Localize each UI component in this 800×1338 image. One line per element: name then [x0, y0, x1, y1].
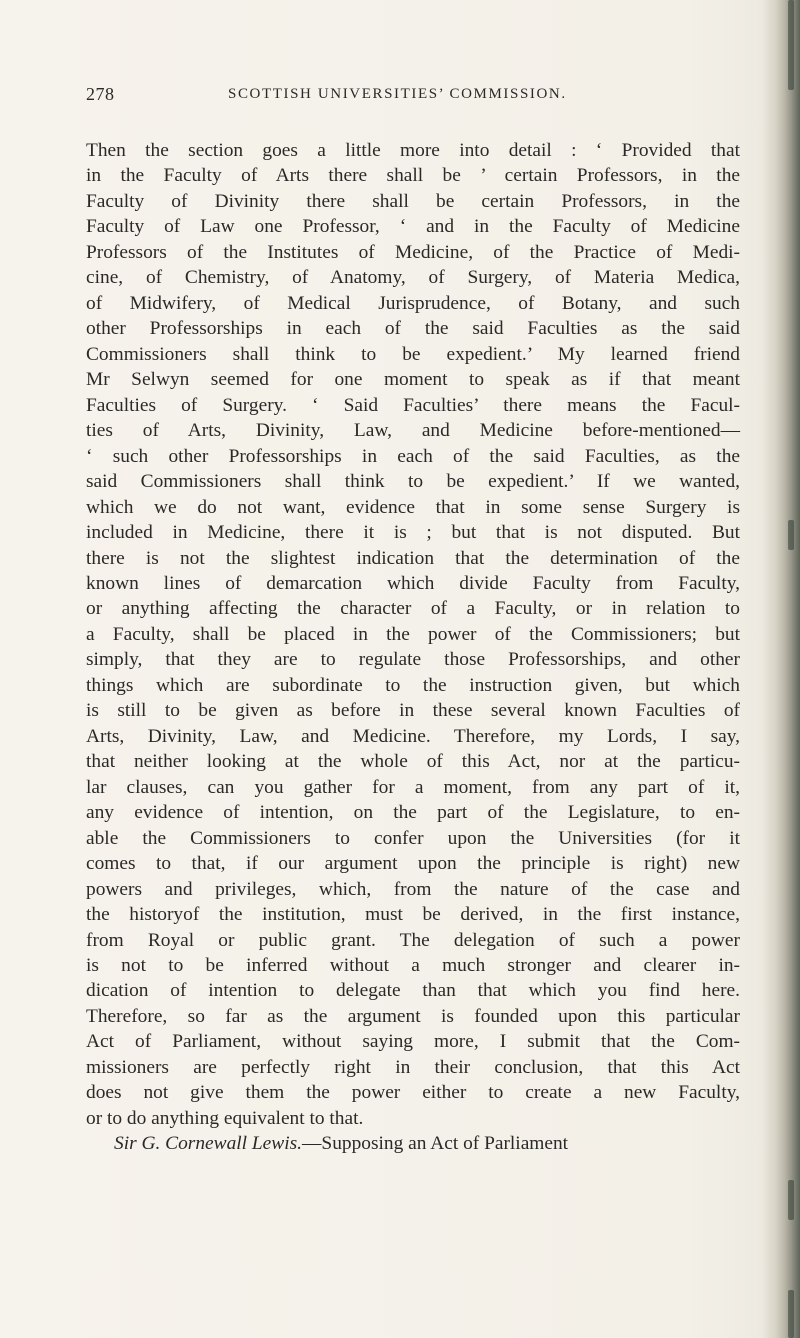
text-line: known lines of demarcation which divide Faculty from Faculty,: [86, 572, 740, 594]
text-line: Professors of the Institutes of Medicine, of the Practice of Medi-: [86, 241, 740, 263]
text-line: powers and privileges, which, from the nature of the case and: [86, 878, 740, 900]
text-line: Therefore, so far as the argument is founded upon this particular: [86, 1005, 740, 1027]
text-line: Faculty of Divinity there shall be certain Professors, in the: [86, 190, 740, 212]
text-line: comes to that, if our argument upon the principle is right) new: [86, 853, 740, 875]
book-spine-edge: [762, 0, 800, 1338]
text-line: Then the section goes a little more into detail : ‘ Provided that: [86, 140, 740, 161]
text-line: Faculties of Surgery. ‘ Said Faculties’ there means the Facul-: [86, 394, 740, 416]
text-line: missioners are perfectly right in their conclusion, that this Act: [86, 1056, 740, 1078]
speaker-name: Sir G. Cornewall Lewis.: [114, 1133, 303, 1155]
text-line: is still to be given as before in these several known Faculties of: [86, 700, 740, 722]
text-line: which we do not want, evidence that in some sense Surgery is: [86, 496, 740, 518]
text-line: ‘ such other Professorships in each of the said Faculties, as the: [86, 445, 740, 467]
binding-shadow: [788, 0, 794, 90]
running-title: SCOTTISH UNIVERSITIES’ COMMISSION.: [228, 86, 567, 102]
body-text: [86, 138, 740, 1157]
text-line: in the Faculty of Arts there shall be ’ certain Professors, in the: [86, 165, 740, 187]
text-line: the historyof the institution, must be derived, in the first instance,: [86, 904, 740, 926]
text-line: able the Commissioners to confer upon the Universities (for it: [86, 827, 740, 849]
text-line: simply, that they are to regulate those Professorships, and other: [86, 649, 740, 671]
text-line: Commissioners shall think to be expedient.’ My learned friend: [86, 343, 740, 365]
text-line: or to do anything equivalent to that.: [86, 1107, 364, 1129]
text-line: that neither looking at the whole of this Act, nor at the particu-: [86, 751, 740, 773]
text-line: of Midwifery, of Medical Jurisprudence, of Botany, and such: [86, 292, 740, 314]
text-line: other Professorships in each of the said Faculties as the said: [86, 318, 740, 340]
page-number: 278: [86, 84, 115, 104]
text-line: or anything affecting the character of a Faculty, or in relation to: [86, 598, 740, 620]
binding-shadow: [788, 1180, 794, 1220]
text-line: cine, of Chemistry, of Anatomy, of Surgery, of Materia Medica,: [86, 267, 740, 289]
speaker-text: —Supposing an Act of Parliament: [302, 1133, 569, 1155]
binding-shadow: [788, 520, 794, 550]
text-line: dication of intention to delegate than that which you find here.: [86, 980, 740, 1002]
text-line: Act of Parliament, without saying more, I submit that the Com-: [86, 1031, 740, 1053]
text-line: there is not the slightest indication that the determination of the: [86, 547, 740, 569]
binding-shadow: [788, 1290, 794, 1338]
text-line: any evidence of intention, on the part of the Legislature, to en-: [86, 802, 740, 824]
page-header: [86, 84, 740, 106]
text-line: from Royal or public grant. The delegation of such a power: [86, 929, 740, 951]
speaker-paragraph: [86, 1131, 740, 1156]
text-line: Mr Selwyn seemed for one moment to speak as if that meant: [86, 369, 740, 391]
text-line: a Faculty, shall be placed in the power of the Commissioners; but: [86, 623, 740, 645]
text-line: things which are subordinate to the instruction given, but which: [86, 674, 740, 696]
text-line: ties of Arts, Divinity, Law, and Medicine before-mentioned—: [86, 420, 740, 442]
text-line: Arts, Divinity, Law, and Medicine. Therefore, my Lords, I say,: [86, 725, 740, 747]
text-line: does not give them the power either to create a new Faculty,: [86, 1082, 740, 1104]
text-line: Faculty of Law one Professor, ‘ and in the Faculty of Medicine: [86, 216, 740, 238]
text-line: said Commissioners shall think to be expedient.’ If we wanted,: [86, 471, 740, 493]
text-line: included in Medicine, there it is ; but that is not disputed. But: [86, 522, 740, 544]
text-line: is not to be inferred without a much stronger and clearer in-: [86, 955, 740, 976]
text-line: lar clauses, can you gather for a moment, from any part of it,: [86, 776, 740, 798]
